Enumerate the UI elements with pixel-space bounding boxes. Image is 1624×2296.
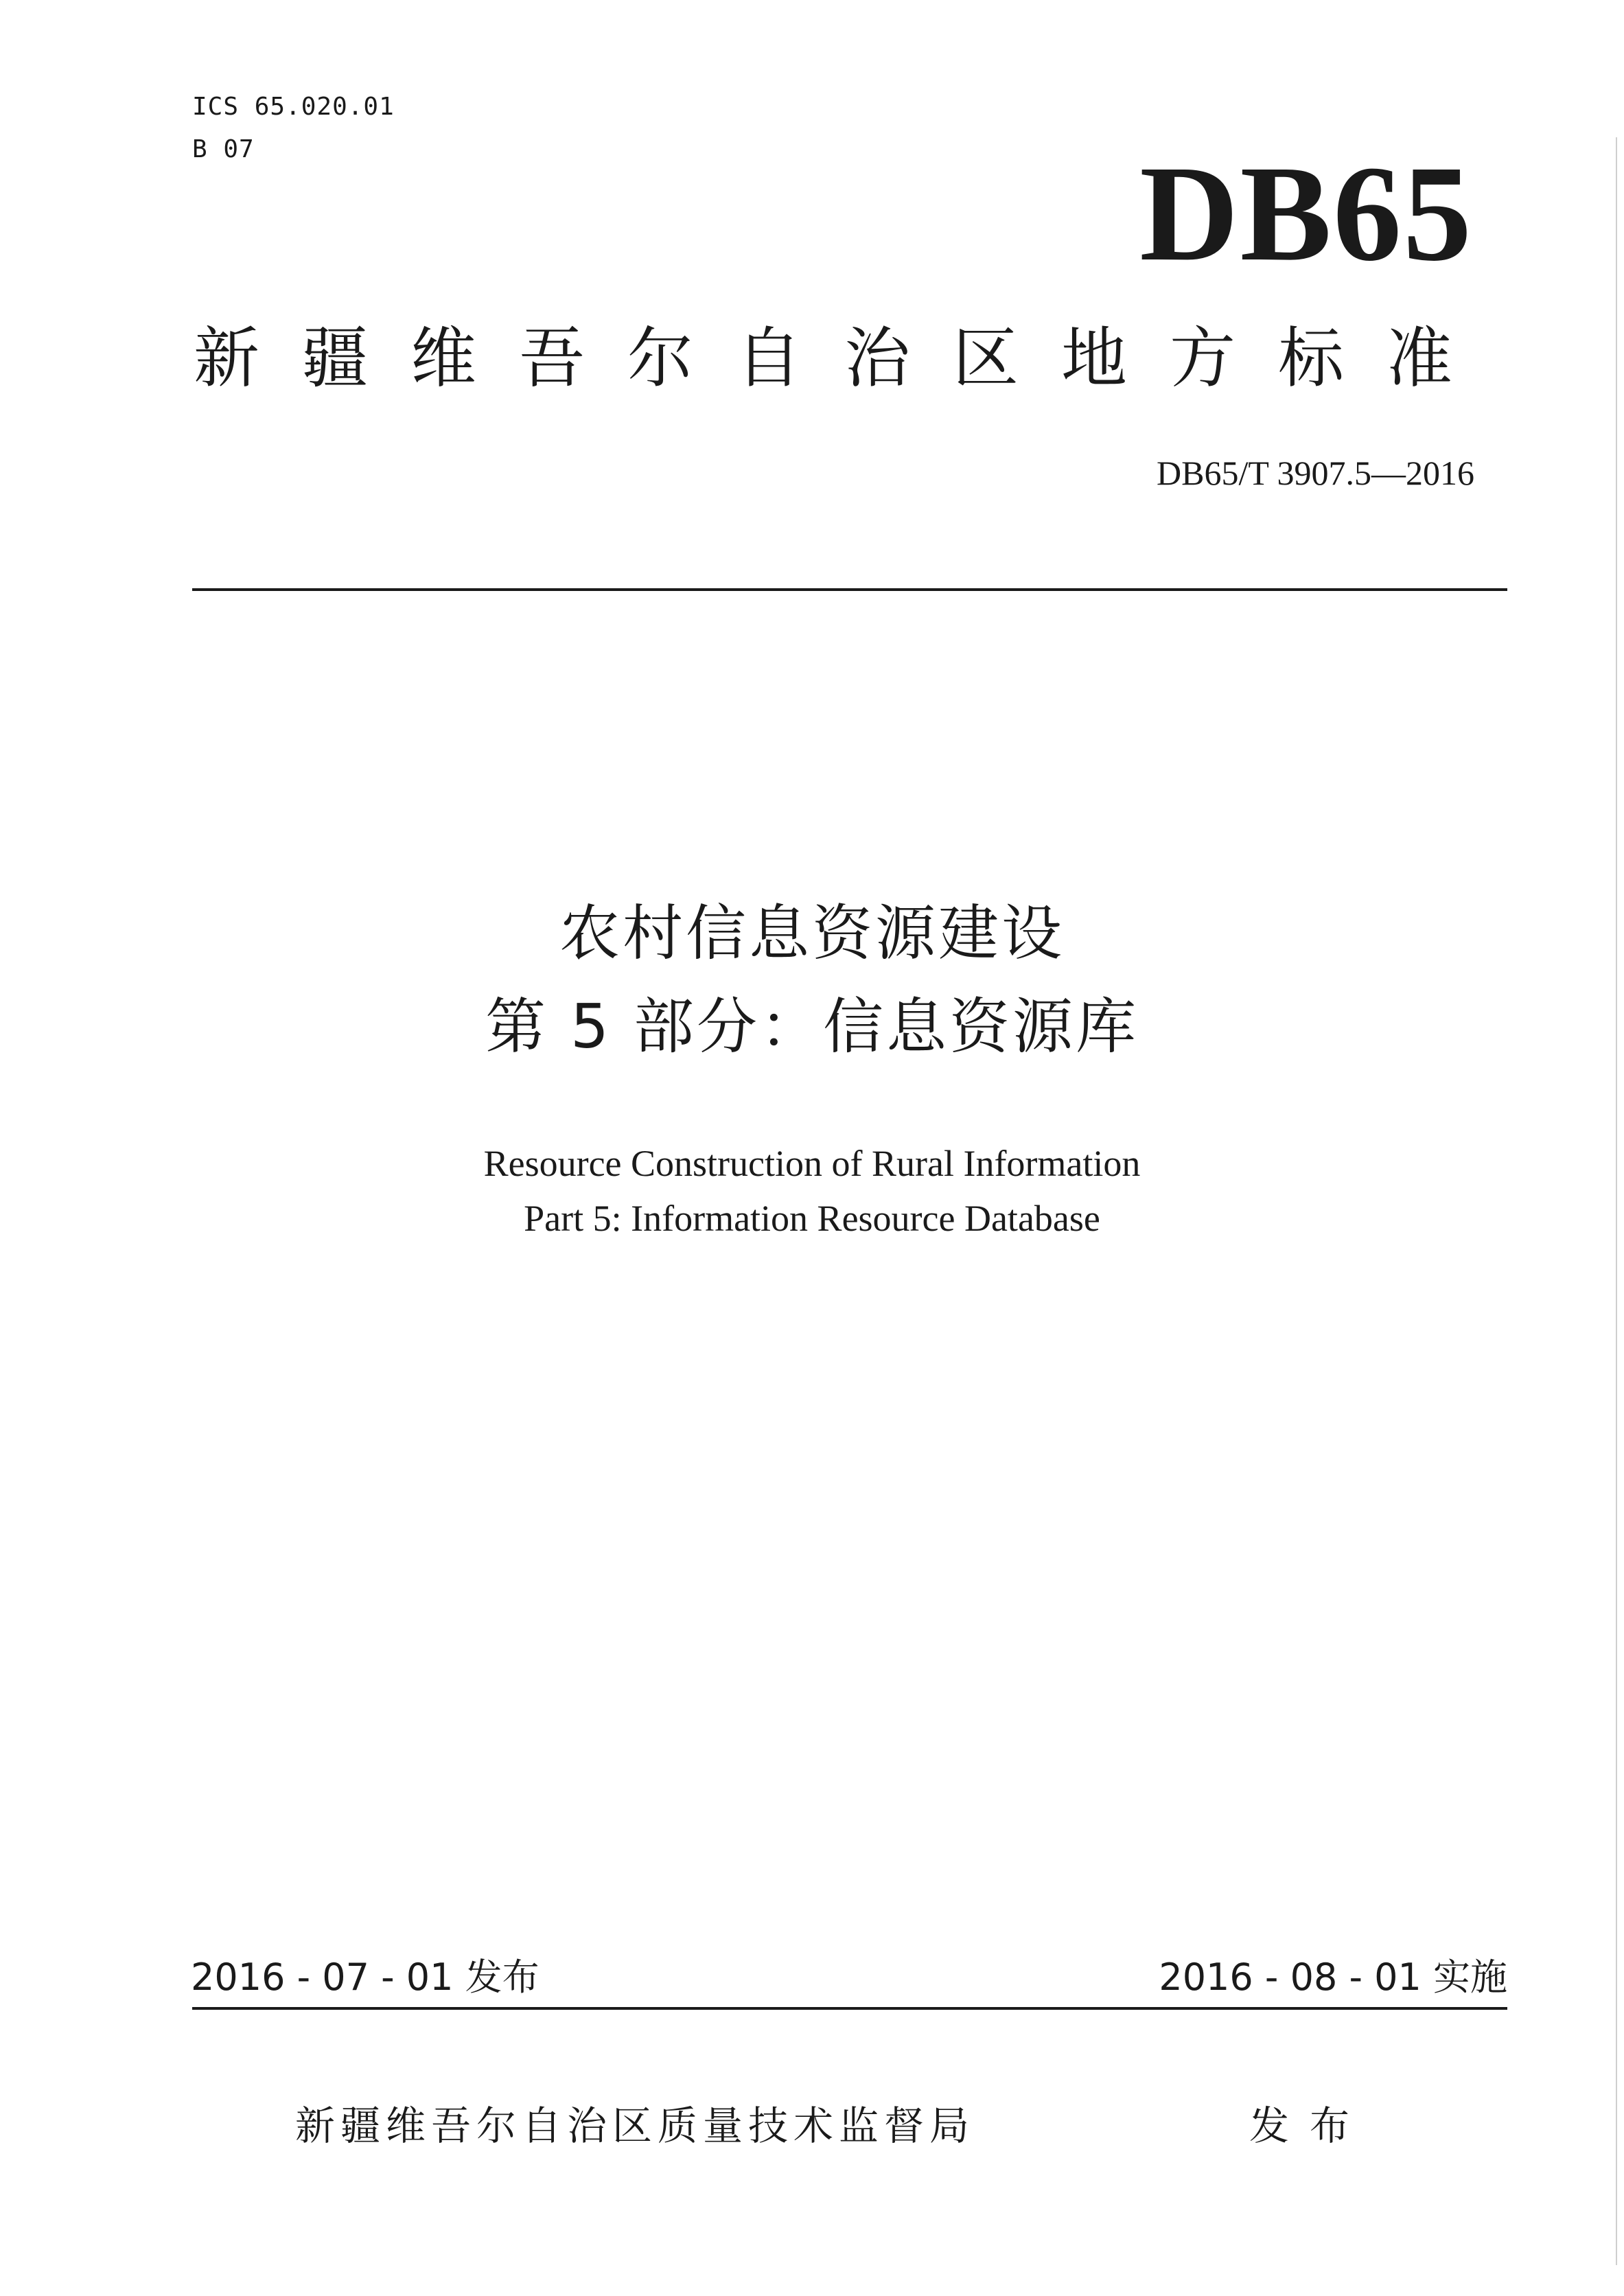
chinese-title-line-1: 农村信息资源建设 (559, 898, 1065, 969)
english-title-line-2: Part 5: Information Resource Database (524, 1198, 1100, 1239)
ccs-code: B 07 (192, 135, 255, 163)
scan-edge-line (1616, 137, 1617, 2265)
issuing-authority: 新疆维吾尔自治区质量技术监督局 (295, 2102, 975, 2149)
standard-type-heading: 新疆维吾尔自治区地方标准 (194, 320, 1495, 397)
chinese-title-line-2: 第 5 部分：信息资源库 (485, 991, 1139, 1062)
header-divider (192, 588, 1507, 591)
publish-label: 发布 (1249, 2102, 1371, 2149)
ics-code: ICS 65.020.01 (192, 93, 395, 121)
footer-divider (192, 2007, 1507, 2010)
standard-number: DB65/T 3907.5—2016 (1157, 454, 1474, 492)
implementation-date: 2016 - 08 - 01 实施 (1159, 1956, 1507, 1999)
english-title-line-1: Resource Construction of Rural Information (483, 1143, 1141, 1184)
standard-logo: DB65 (1139, 138, 1473, 290)
issue-date: 2016 - 07 - 01 发布 (191, 1956, 540, 1999)
